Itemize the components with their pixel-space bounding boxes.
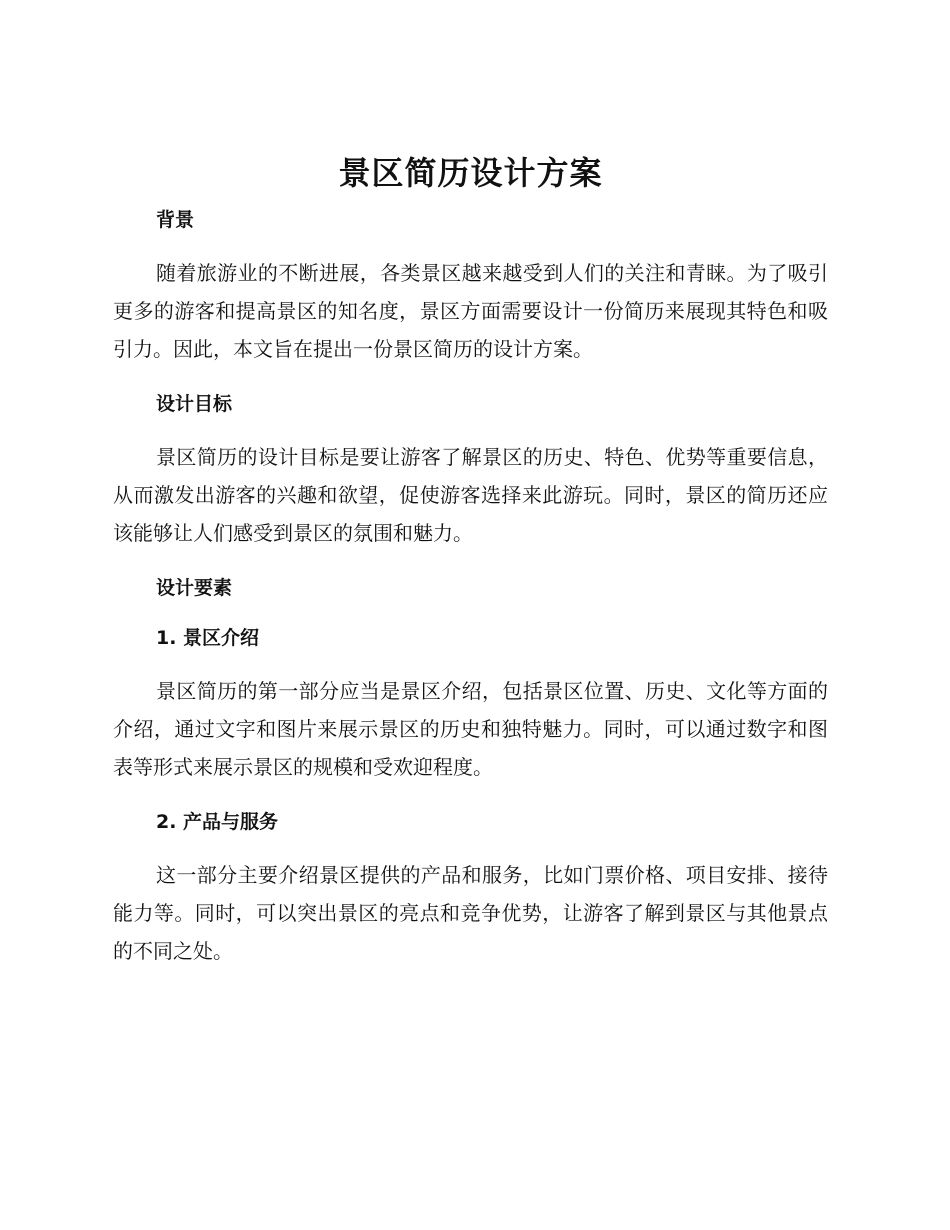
spacer bbox=[113, 836, 828, 856]
section-heading-products-services: 2. 产品与服务 bbox=[156, 811, 279, 833]
spacer bbox=[113, 418, 828, 438]
section-heading-design-goals: 设计目标 bbox=[156, 393, 233, 415]
section-heading-background: 背景 bbox=[156, 209, 195, 231]
paragraph-design-goals: 景区简历的设计目标是要让游客了解景区的历史、特色、优势等重要信息，从而激发出游客的兴趣和欲望，促使游客选择来此游玩。同时，景区的简历还应该能够让人们感受到景区的氛围和魅力。 bbox=[113, 445, 828, 545]
spacer bbox=[113, 368, 828, 390]
paragraph-products-services: 这一部分主要介绍景区提供的产品和服务，比如门票价格、项目安排、接待能力等。同时，可以突出景区的亮点和竞争优势，让游客了解到景区与其他景点的不同之处。 bbox=[113, 863, 828, 963]
spacer bbox=[113, 552, 828, 574]
paragraph-scenic-intro: 景区简历的第一部分应当是景区介绍，包括景区位置、历史、文化等方面的介绍，通过文字和图片来展示景区的历史和独特魅力。同时，可以通过数字和图表等形式来展示景区的规模和受欢迎程度。 bbox=[113, 679, 828, 779]
spacer bbox=[113, 786, 828, 808]
paragraph-background: 随着旅游业的不断进展，各类景区越来越受到人们的关注和青睐。为了吸引更多的游客和提高景区的知名度，景区方面需要设计一份简历来展现其特色和吸引力。因此，本文旨在提出一份景区简历的设计方案。 bbox=[113, 261, 828, 361]
section-heading-scenic-intro: 1. 景区介绍 bbox=[156, 627, 260, 649]
spacer bbox=[113, 234, 828, 254]
document-title: 景区简历设计方案 bbox=[338, 154, 603, 192]
section-heading-design-elements: 设计要素 bbox=[156, 577, 233, 599]
spacer bbox=[113, 602, 828, 624]
spacer bbox=[113, 652, 828, 672]
